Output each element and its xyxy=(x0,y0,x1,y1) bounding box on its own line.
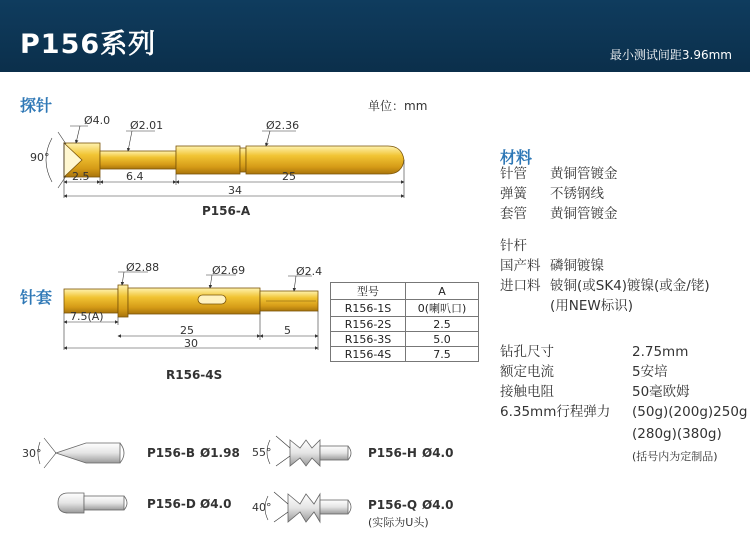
receptacle-dim-mid: 25 xyxy=(180,324,194,337)
spring-force-key: 6.35mm行程弹力 xyxy=(500,404,611,420)
probe-crimp xyxy=(240,148,246,172)
receptacle-dim-right: 5 xyxy=(284,324,291,337)
probe-dia-head: Ø4.0 xyxy=(84,114,111,127)
table-header-a: A xyxy=(406,283,479,300)
series-title: P156系列 xyxy=(20,29,157,60)
table-row xyxy=(331,317,479,332)
materials-list xyxy=(500,164,618,224)
materials-title: 材料 xyxy=(500,148,533,167)
material-row xyxy=(500,204,618,224)
receptacle-dia-mid: Ø2.69 xyxy=(212,264,246,277)
probe-dim-total: 34 xyxy=(228,184,242,197)
material-value: 不锈钢线 xyxy=(550,186,604,202)
electrical-key: 钻孔尺寸 xyxy=(500,344,554,360)
plunger-title: 针杆 xyxy=(500,238,527,254)
spring-force-note: (括号内为定制品) xyxy=(632,450,718,463)
unit-label: 单位：mm xyxy=(368,99,428,113)
tip-d-drawing xyxy=(58,493,127,513)
receptacle-slot xyxy=(198,295,226,304)
probe-dim-right: 25 xyxy=(282,170,296,183)
receptacle-body xyxy=(128,288,260,314)
tip-q-angle: 40° xyxy=(252,501,272,514)
material-value: 黄铜管镀金 xyxy=(550,206,618,222)
probe-neck xyxy=(100,151,176,169)
table-row xyxy=(331,300,479,317)
probe-dim-mid: 6.4 xyxy=(126,170,144,183)
tip-b-angle: 30° xyxy=(22,447,42,460)
electrical-row xyxy=(500,362,690,382)
receptacle-dia-right: Ø2.4 xyxy=(296,265,323,278)
plunger-import xyxy=(500,276,710,296)
receptacle-model-table xyxy=(330,282,479,362)
domestic-key: 国产料 xyxy=(500,258,541,274)
table-cell: 2.5 xyxy=(406,317,479,332)
probe-dim-head: 2.5 xyxy=(72,170,90,183)
plunger-domestic xyxy=(500,256,604,276)
table-cell: R156-2S xyxy=(331,317,406,332)
receptacle-dim-total: 30 xyxy=(184,337,198,350)
probe-barrel-right xyxy=(246,146,404,174)
material-key: 套管 xyxy=(500,206,527,222)
electrical-row xyxy=(500,382,690,402)
tip-b-label: P156-B xyxy=(147,446,195,460)
probe-barrel-left xyxy=(176,146,240,174)
spring-force-value-1: (50g)(200g)250g xyxy=(632,404,748,420)
electrical-key: 接触电阻 xyxy=(500,384,554,400)
tip-h-label: P156-H xyxy=(368,446,417,460)
receptacle-dia-left: Ø2.88 xyxy=(126,261,160,274)
table-cell: 7.5 xyxy=(406,347,479,362)
material-key: 针管 xyxy=(500,166,527,182)
tip-q-label: P156-Q xyxy=(368,498,418,512)
import-note: (用NEW标识) xyxy=(550,298,634,314)
table-cell: 0(喇叭口) xyxy=(406,300,479,317)
probe-dia-right: Ø2.36 xyxy=(266,119,300,132)
spring-force-row xyxy=(500,402,610,422)
table-header-model: 型号 xyxy=(331,283,406,300)
table-row xyxy=(331,332,479,347)
tip-h-angle: 55° xyxy=(252,446,272,459)
tip-q-dia: Ø4.0 xyxy=(422,498,454,512)
tip-q-note: (实际为U头) xyxy=(368,516,429,529)
probe-dia-mid: Ø2.01 xyxy=(130,119,164,132)
import-value: 铍铜(或SK4)镀镍(或金/铑) xyxy=(550,278,710,294)
material-row xyxy=(500,164,618,184)
material-key: 弹簧 xyxy=(500,186,527,202)
electrical-key: 额定电流 xyxy=(500,364,554,380)
receptacle-model-label: R156-4S xyxy=(166,368,223,382)
table-cell: R156-3S xyxy=(331,332,406,347)
import-key: 进口料 xyxy=(500,278,541,294)
tip-h-drawing xyxy=(290,440,351,466)
receptacle-collar xyxy=(118,285,128,317)
electrical-value: 50毫欧姆 xyxy=(632,384,690,400)
tip-b-drawing xyxy=(56,443,124,463)
electrical-list xyxy=(500,342,690,402)
receptacle-section-title: 针套 xyxy=(20,288,53,307)
electrical-row xyxy=(500,342,690,362)
material-row xyxy=(500,184,618,204)
min-pitch-label: 最小测试间距3.96mm xyxy=(609,48,732,62)
tip-h-dia: Ø4.0 xyxy=(422,446,454,460)
probe-section-title: 探针 xyxy=(20,96,53,115)
probe-drawing xyxy=(64,143,404,177)
tip-b-dia: Ø1.98 xyxy=(200,446,240,460)
table-row xyxy=(331,347,479,362)
table-cell: R156-4S xyxy=(331,347,406,362)
spring-force-value-2: (280g)(380g) xyxy=(632,426,722,442)
electrical-value: 2.75mm xyxy=(632,344,689,360)
table-cell: R156-1S xyxy=(331,300,406,317)
table-header-row xyxy=(331,283,479,300)
probe-model-label: P156-A xyxy=(202,204,251,218)
receptacle-dim-left: 7.5(A) xyxy=(70,310,104,323)
probe-angle-label: 90° xyxy=(30,151,50,164)
tip-d-label: P156-D xyxy=(147,497,196,511)
tip-q-drawing xyxy=(288,494,351,522)
material-value: 黄铜管镀金 xyxy=(550,166,618,182)
electrical-value: 5安培 xyxy=(632,364,668,380)
tip-d-dia: Ø4.0 xyxy=(200,497,232,511)
domestic-value: 磷铜镀镍 xyxy=(550,258,604,274)
table-cell: 5.0 xyxy=(406,332,479,347)
